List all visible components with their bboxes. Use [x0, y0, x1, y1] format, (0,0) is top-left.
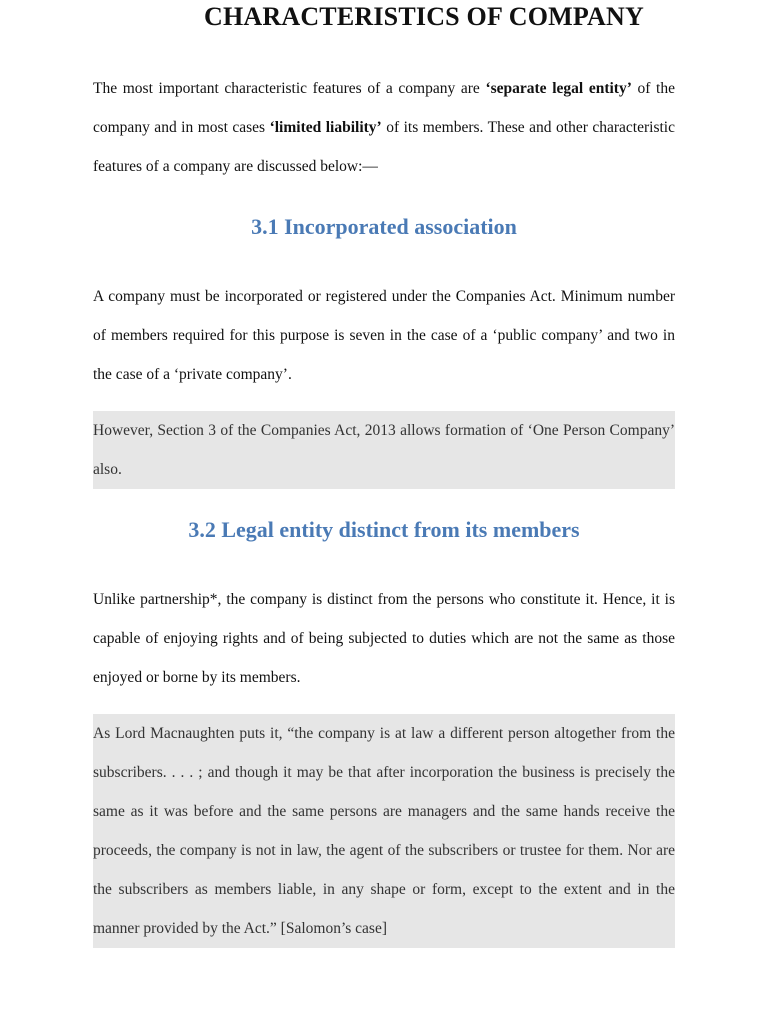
- intro-text-2: of the company and in most cases: [93, 80, 675, 136]
- section-3-2-quote-highlighted: As Lord Macnaughten puts it, “the company is at law a different person altogether from the subscribers. . . . ; and though it may be that after incorporation the business is precisely the same as it was before and the same persons are managers and the same hands receive the proceeds, the company is not in law, the agent of the subscribers or trustee for them. Nor are the subscribers as members liable, in any shape or form, except to the extent and in the manner provided by the Act.” [Salomon’s case]: [93, 714, 675, 948]
- section-title: Incorporated association: [284, 214, 517, 239]
- section-3-1-paragraph-1: A company must be incorporated or registered under the Companies Act. Minimum number of members required for this purpose is seven in the case of a ‘public company’ and two in the case of a ‘private company’.: [93, 288, 675, 383]
- section-heading-3-1: [0, 212, 768, 242]
- section-title: Legal entity distinct from its members: [221, 517, 580, 542]
- intro-paragraph: [93, 69, 675, 186]
- section-3-1-paragraph-2-highlighted: However, Section 3 of the Companies Act, 2013 allows formation of ‘One Person Company’ also.: [93, 411, 675, 489]
- intro-bold-limited-liability: ‘limited liability’: [269, 119, 382, 136]
- page-title: CHARACTERISTICS OF COMPANY: [203, 2, 644, 31]
- intro-text-3: of its members. These and other characteristic features of a company are discussed below:—: [93, 119, 675, 175]
- section-number: 3.1: [251, 214, 279, 239]
- section-heading-3-2: [0, 515, 768, 545]
- intro-bold-separate-legal-entity: ‘separate legal entity’: [485, 80, 632, 97]
- section-3-2-paragraph-1: Unlike partnership*, the company is distinct from the persons who constitute it. Hence, it is capable of enjoying rights and of being subjected to duties which are not the same as those enjoyed or borne by its members.: [93, 591, 675, 686]
- intro-text-1: The most important characteristic features of a company are: [93, 80, 486, 97]
- section-number: 3.2: [188, 517, 216, 542]
